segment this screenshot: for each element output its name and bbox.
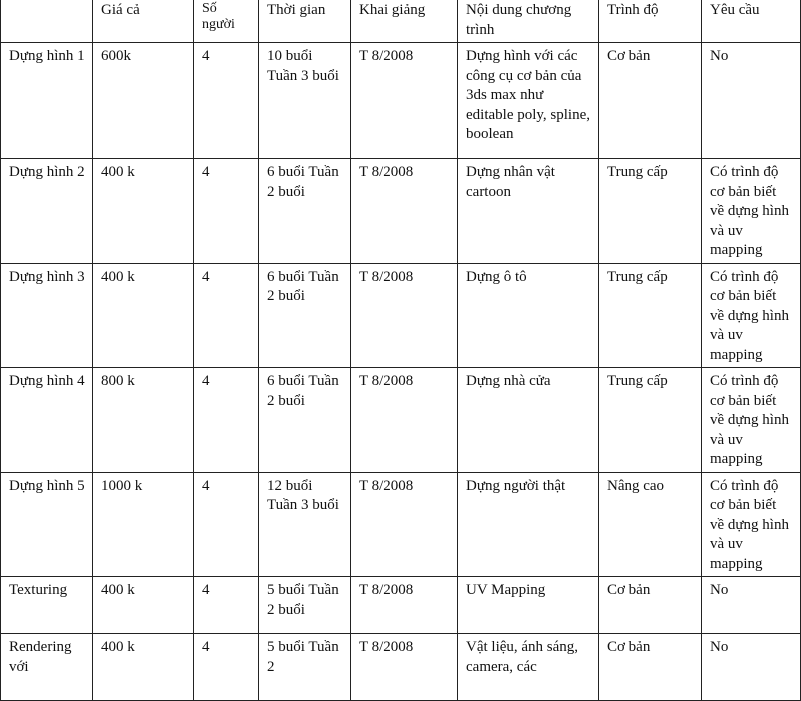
cell-content: UV Mapping	[458, 577, 599, 634]
cell-content: Dựng nhà cửa	[458, 368, 599, 473]
cell-start: T 8/2008	[351, 159, 458, 264]
cell-people: 4	[194, 159, 259, 264]
header-level: Trình độ	[599, 0, 702, 43]
cell-people: 4	[194, 472, 259, 577]
cell-price: 400 k	[93, 159, 194, 264]
cell-duration: 12 buổi Tuần 3 buổi	[259, 472, 351, 577]
cell-price: 400 k	[93, 634, 194, 701]
cell-requirement: Có trình độ cơ bản biết về dựng hình và uv mapping	[702, 368, 801, 473]
cell-duration: 10 buổi Tuần 3 buổi	[259, 43, 351, 159]
cell-name: Dựng hình 2	[1, 159, 93, 264]
cell-duration: 6 buổi Tuần 2 buổi	[259, 159, 351, 264]
cell-duration: 6 buổi Tuần 2 buổi	[259, 263, 351, 368]
cell-level: Cơ bản	[599, 577, 702, 634]
cell-requirement: No	[702, 43, 801, 159]
cell-content: Dựng người thật	[458, 472, 599, 577]
cell-content: Dựng nhân vật cartoon	[458, 159, 599, 264]
table-row	[1, 634, 801, 701]
header-people: Số người	[194, 0, 259, 43]
cell-people: 4	[194, 577, 259, 634]
cell-name: Texturing	[1, 577, 93, 634]
cell-content: Vật liệu, ánh sáng, camera, các	[458, 634, 599, 701]
cell-level: Trung cấp	[599, 159, 702, 264]
header-name	[1, 0, 93, 43]
cell-start: T 8/2008	[351, 43, 458, 159]
header-content: Nội dung chương trình	[458, 0, 599, 43]
cell-people: 4	[194, 263, 259, 368]
cell-start: T 8/2008	[351, 263, 458, 368]
cell-people: 4	[194, 368, 259, 473]
cell-price: 400 k	[93, 263, 194, 368]
table-row	[1, 368, 801, 473]
cell-name: Dựng hình 1	[1, 43, 93, 159]
table-row	[1, 263, 801, 368]
cell-requirement: Có trình độ cơ bản biết về dựng hình và uv mapping	[702, 472, 801, 577]
cell-requirement: Có trình độ cơ bản biết về dựng hình và uv mapping	[702, 263, 801, 368]
cell-start: T 8/2008	[351, 577, 458, 634]
cell-start: T 8/2008	[351, 368, 458, 473]
cell-requirement: No	[702, 634, 801, 701]
table-row	[1, 159, 801, 264]
cell-duration: 5 buổi Tuần 2 buổi	[259, 577, 351, 634]
table-row	[1, 577, 801, 634]
cell-duration: 6 buổi Tuần 2 buổi	[259, 368, 351, 473]
cell-price: 800 k	[93, 368, 194, 473]
cell-requirement: No	[702, 577, 801, 634]
cell-start: T 8/2008	[351, 472, 458, 577]
table-row	[1, 43, 801, 159]
cell-people: 4	[194, 43, 259, 159]
cell-people: 4	[194, 634, 259, 701]
table-row	[1, 472, 801, 577]
cell-price: 400 k	[93, 577, 194, 634]
header-price: Giá cả	[93, 0, 194, 43]
cell-name: Dựng hình 5	[1, 472, 93, 577]
cell-name: Dựng hình 4	[1, 368, 93, 473]
cell-price: 1000 k	[93, 472, 194, 577]
cell-content: Dựng hình với các công cụ cơ bản của 3ds max như editable poly, spline, boolean	[458, 43, 599, 159]
cell-level: Cơ bản	[599, 43, 702, 159]
header-requirement: Yêu cầu	[702, 0, 801, 43]
cell-level: Cơ bản	[599, 634, 702, 701]
header-start: Khai giảng	[351, 0, 458, 43]
header-row	[1, 0, 801, 43]
cell-name: Rendering với	[1, 634, 93, 701]
cell-price: 600k	[93, 43, 194, 159]
cell-name: Dựng hình 3	[1, 263, 93, 368]
header-duration: Thời gian	[259, 0, 351, 43]
cell-duration: 5 buổi Tuần 2	[259, 634, 351, 701]
cell-start: T 8/2008	[351, 634, 458, 701]
cell-content: Dựng ô tô	[458, 263, 599, 368]
cell-level: Trung cấp	[599, 263, 702, 368]
cell-requirement: Có trình độ cơ bản biết về dựng hình và uv mapping	[702, 159, 801, 264]
cell-level: Nâng cao	[599, 472, 702, 577]
cell-level: Trung cấp	[599, 368, 702, 473]
